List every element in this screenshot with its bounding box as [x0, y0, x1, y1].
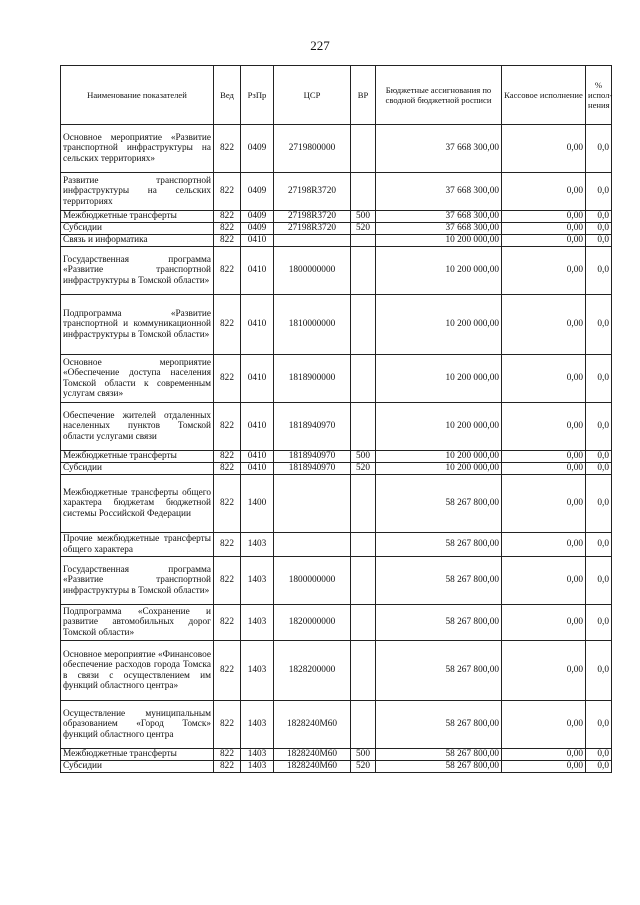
cell-csr — [274, 235, 351, 247]
cell-cash: 0,00 — [502, 475, 586, 533]
cell-name: Государственная программа «Развитие транспортной инфраструктуры в Томской области» — [61, 557, 214, 605]
cell-name: Межбюджетные трансферты — [61, 451, 214, 463]
cell-rzpr: 0409 — [241, 125, 274, 173]
header-name: Наименование показателей — [61, 66, 214, 125]
cell-vr: 500 — [351, 211, 376, 223]
table-body — [61, 125, 612, 773]
cell-name: Основное мероприятие «Развитие транспортной инфраструктуры на сельских территориях» — [61, 125, 214, 173]
header-budget: Бюджетные ассигнования по сводной бюджетной росписи — [376, 66, 502, 125]
cell-rzpr: 0410 — [241, 247, 274, 295]
cell-rzpr: 1403 — [241, 605, 274, 641]
cell-ved: 822 — [214, 235, 241, 247]
cell-budget: 58 267 800,00 — [376, 533, 502, 557]
cell-pct: 0,0 — [586, 125, 612, 173]
cell-vr — [351, 605, 376, 641]
cell-ved: 822 — [214, 211, 241, 223]
cell-budget: 37 668 300,00 — [376, 125, 502, 173]
table-row — [61, 355, 612, 403]
cell-pct: 0,0 — [586, 475, 612, 533]
table-row — [61, 463, 612, 475]
cell-csr: 27198R3720 — [274, 211, 351, 223]
cell-vr — [351, 701, 376, 749]
cell-pct: 0,0 — [586, 451, 612, 463]
cell-name: Межбюджетные трансферты — [61, 749, 214, 761]
table-row — [61, 247, 612, 295]
cell-cash: 0,00 — [502, 533, 586, 557]
cell-csr — [274, 475, 351, 533]
cell-budget: 10 200 000,00 — [376, 355, 502, 403]
cell-ved: 822 — [214, 533, 241, 557]
cell-rzpr: 1403 — [241, 557, 274, 605]
cell-ved: 822 — [214, 557, 241, 605]
cell-budget: 37 668 300,00 — [376, 223, 502, 235]
cell-ved: 822 — [214, 475, 241, 533]
cell-cash: 0,00 — [502, 605, 586, 641]
cell-csr: 1818940970 — [274, 463, 351, 475]
cell-budget: 37 668 300,00 — [376, 173, 502, 211]
cell-budget: 10 200 000,00 — [376, 403, 502, 451]
cell-vr — [351, 295, 376, 355]
cell-rzpr: 0409 — [241, 223, 274, 235]
cell-cash: 0,00 — [502, 235, 586, 247]
cell-csr: 1810000000 — [274, 295, 351, 355]
cell-budget: 58 267 800,00 — [376, 701, 502, 749]
cell-ved: 822 — [214, 605, 241, 641]
table-row — [61, 605, 612, 641]
cell-cash: 0,00 — [502, 749, 586, 761]
cell-pct: 0,0 — [586, 533, 612, 557]
cell-cash: 0,00 — [502, 223, 586, 235]
cell-rzpr: 0410 — [241, 295, 274, 355]
cell-csr: 1828240M60 — [274, 749, 351, 761]
cell-pct: 0,0 — [586, 223, 612, 235]
cell-cash: 0,00 — [502, 451, 586, 463]
cell-cash: 0,00 — [502, 701, 586, 749]
cell-budget: 10 200 000,00 — [376, 235, 502, 247]
header-rzpr: РзПр — [241, 66, 274, 125]
cell-cash: 0,00 — [502, 211, 586, 223]
cell-vr: 520 — [351, 463, 376, 475]
cell-name: Обеспечение жителей отдаленных населенных пунктов Томской области услугами связи — [61, 403, 214, 451]
cell-vr — [351, 533, 376, 557]
cell-cash: 0,00 — [502, 125, 586, 173]
cell-name: Основное мероприятие «Обеспечение доступа населения Томской области к современным услугам связи» — [61, 355, 214, 403]
cell-csr: 27198R3720 — [274, 173, 351, 211]
cell-budget: 58 267 800,00 — [376, 749, 502, 761]
page-number: 227 — [310, 38, 330, 53]
cell-csr: 1828200000 — [274, 641, 351, 701]
cell-rzpr: 0410 — [241, 463, 274, 475]
cell-ved: 822 — [214, 701, 241, 749]
cell-csr: 1828240M60 — [274, 761, 351, 773]
table-row — [61, 235, 612, 247]
cell-name: Межбюджетные трансферты — [61, 211, 214, 223]
cell-rzpr: 1403 — [241, 701, 274, 749]
cell-rzpr: 1403 — [241, 533, 274, 557]
table-row — [61, 295, 612, 355]
cell-name: Субсидии — [61, 223, 214, 235]
cell-cash: 0,00 — [502, 355, 586, 403]
cell-rzpr: 0410 — [241, 403, 274, 451]
cell-budget: 58 267 800,00 — [376, 557, 502, 605]
table-row — [61, 403, 612, 451]
cell-pct: 0,0 — [586, 761, 612, 773]
table-row — [61, 557, 612, 605]
cell-ved: 822 — [214, 641, 241, 701]
table-row — [61, 641, 612, 701]
cell-name: Развитие транспортной инфраструктуры на сельских территориях — [61, 173, 214, 211]
table-header-row — [61, 66, 612, 125]
cell-pct: 0,0 — [586, 641, 612, 701]
cell-csr: 1818940970 — [274, 451, 351, 463]
cell-budget: 10 200 000,00 — [376, 247, 502, 295]
cell-ved: 822 — [214, 173, 241, 211]
cell-csr: 1800000000 — [274, 557, 351, 605]
cell-pct: 0,0 — [586, 463, 612, 475]
cell-cash: 0,00 — [502, 403, 586, 451]
cell-cash: 0,00 — [502, 641, 586, 701]
cell-cash: 0,00 — [502, 463, 586, 475]
cell-rzpr: 0410 — [241, 355, 274, 403]
cell-pct: 0,0 — [586, 235, 612, 247]
cell-ved: 822 — [214, 125, 241, 173]
cell-cash: 0,00 — [502, 173, 586, 211]
cell-pct: 0,0 — [586, 211, 612, 223]
cell-ved: 822 — [214, 403, 241, 451]
cell-name: Государственная программа «Развитие транспортной инфраструктуры в Томской области» — [61, 247, 214, 295]
cell-csr: 1818940970 — [274, 403, 351, 451]
cell-pct: 0,0 — [586, 557, 612, 605]
cell-vr — [351, 641, 376, 701]
cell-ved: 822 — [214, 247, 241, 295]
cell-cash: 0,00 — [502, 761, 586, 773]
cell-rzpr: 0410 — [241, 451, 274, 463]
table-row — [61, 533, 612, 557]
cell-pct: 0,0 — [586, 701, 612, 749]
cell-rzpr: 0409 — [241, 211, 274, 223]
cell-name: Подпрограмма «Развитие транспортной и коммуникационной инфраструктуры в Томской области» — [61, 295, 214, 355]
cell-vr: 500 — [351, 749, 376, 761]
cell-vr: 500 — [351, 451, 376, 463]
cell-cash: 0,00 — [502, 557, 586, 605]
cell-budget: 10 200 000,00 — [376, 451, 502, 463]
cell-name: Субсидии — [61, 761, 214, 773]
cell-ved: 822 — [214, 355, 241, 403]
cell-csr — [274, 533, 351, 557]
cell-rzpr: 0410 — [241, 235, 274, 247]
cell-vr — [351, 557, 376, 605]
cell-pct: 0,0 — [586, 295, 612, 355]
cell-vr — [351, 235, 376, 247]
cell-name: Межбюджетные трансферты общего характера бюджетам бюджетной системы Российской Федерации — [61, 475, 214, 533]
cell-budget: 10 200 000,00 — [376, 295, 502, 355]
table-row — [61, 475, 612, 533]
cell-cash: 0,00 — [502, 295, 586, 355]
table-row — [61, 173, 612, 211]
header-vr: ВР — [351, 66, 376, 125]
header-pct: % испол-нения — [586, 66, 612, 125]
cell-budget: 58 267 800,00 — [376, 605, 502, 641]
cell-rzpr: 1400 — [241, 475, 274, 533]
cell-vr — [351, 355, 376, 403]
cell-budget: 10 200 000,00 — [376, 463, 502, 475]
cell-budget: 58 267 800,00 — [376, 761, 502, 773]
cell-vr: 520 — [351, 761, 376, 773]
cell-ved: 822 — [214, 761, 241, 773]
cell-vr — [351, 247, 376, 295]
table-row — [61, 761, 612, 773]
table-row — [61, 125, 612, 173]
cell-cash: 0,00 — [502, 247, 586, 295]
cell-pct: 0,0 — [586, 247, 612, 295]
cell-vr — [351, 403, 376, 451]
cell-vr: 520 — [351, 223, 376, 235]
cell-csr: 1800000000 — [274, 247, 351, 295]
table-row — [61, 451, 612, 463]
table-row — [61, 211, 612, 223]
cell-name: Субсидии — [61, 463, 214, 475]
cell-pct: 0,0 — [586, 605, 612, 641]
header-ved: Вед — [214, 66, 241, 125]
header-cash: Кассовое исполнение — [502, 66, 586, 125]
cell-ved: 822 — [214, 749, 241, 761]
cell-pct: 0,0 — [586, 173, 612, 211]
cell-vr — [351, 125, 376, 173]
cell-ved: 822 — [214, 223, 241, 235]
cell-pct: 0,0 — [586, 403, 612, 451]
cell-csr: 1818900000 — [274, 355, 351, 403]
cell-ved: 822 — [214, 295, 241, 355]
cell-budget: 37 668 300,00 — [376, 211, 502, 223]
table-row — [61, 749, 612, 761]
cell-rzpr: 1403 — [241, 749, 274, 761]
cell-rzpr: 1403 — [241, 761, 274, 773]
cell-vr — [351, 173, 376, 211]
cell-budget: 58 267 800,00 — [376, 475, 502, 533]
cell-csr: 27198R3720 — [274, 223, 351, 235]
header-csr: ЦСР — [274, 66, 351, 125]
cell-name: Связь и информатика — [61, 235, 214, 247]
table-row — [61, 223, 612, 235]
cell-csr: 1820000000 — [274, 605, 351, 641]
cell-pct: 0,0 — [586, 749, 612, 761]
cell-csr: 2719800000 — [274, 125, 351, 173]
cell-csr: 1828240M60 — [274, 701, 351, 749]
cell-name: Основное мероприятие «Финансовое обеспечение расходов города Томска в связи с осуществлением им функций областного центра» — [61, 641, 214, 701]
cell-rzpr: 1403 — [241, 641, 274, 701]
cell-rzpr: 0409 — [241, 173, 274, 211]
cell-name: Прочие межбюджетные трансферты общего характера — [61, 533, 214, 557]
cell-ved: 822 — [214, 463, 241, 475]
budget-table — [60, 65, 612, 773]
cell-name: Подпрограмма «Сохранение и развитие автомобильных дорог Томской области» — [61, 605, 214, 641]
cell-vr — [351, 475, 376, 533]
cell-name: Осуществление муниципальным образованием «Город Томск» функций областного центра — [61, 701, 214, 749]
cell-budget: 58 267 800,00 — [376, 641, 502, 701]
table-row — [61, 701, 612, 749]
cell-ved: 822 — [214, 451, 241, 463]
cell-pct: 0,0 — [586, 355, 612, 403]
